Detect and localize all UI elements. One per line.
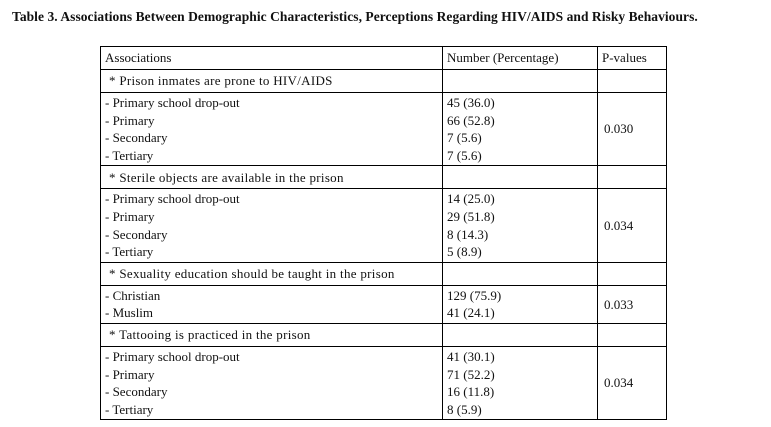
empty-cell — [598, 323, 667, 346]
category-list — [101, 189, 443, 262]
number-percentage: 45 (36.0) — [447, 95, 495, 110]
number-percentage: 8 (14.3) — [447, 226, 489, 242]
p-value: 0.033 — [598, 285, 667, 323]
table-body — [101, 70, 667, 420]
category-label: - Primary school drop-out — [105, 95, 240, 110]
section-title: * Sexuality education should be taught in the prison — [101, 262, 443, 285]
category-list — [101, 93, 443, 166]
number-percentage: 16 (11.8) — [447, 384, 495, 400]
category-label: - Christian — [105, 287, 161, 303]
number-percentage: 41 (24.1) — [447, 305, 495, 321]
category-label: - Primary school drop-out — [105, 348, 240, 364]
category-label: - Secondary — [105, 130, 168, 146]
number-percentage: 14 (25.0) — [447, 191, 495, 207]
section-row — [101, 323, 667, 346]
empty-cell — [443, 166, 598, 189]
section-title: * Tattooing is practiced in the prison — [101, 323, 443, 346]
category-list — [101, 346, 443, 419]
section-title: * Prison inmates are prone to HIV/AIDS — [101, 70, 443, 93]
header-number: Number (Percentage) — [443, 47, 598, 70]
category-label: - Secondary — [105, 384, 168, 400]
section-title: * Sterile objects are available in the prison — [101, 166, 443, 189]
table-row — [101, 189, 667, 262]
category-label: - Tertiary — [105, 244, 154, 260]
table-row — [101, 93, 667, 166]
number-percentage: 7 (5.6) — [447, 130, 482, 146]
empty-cell — [443, 70, 598, 93]
value-list — [443, 189, 598, 262]
p-value: 0.030 — [598, 93, 667, 166]
category-list — [101, 285, 443, 323]
number-percentage: 29 (51.8) — [447, 208, 495, 224]
empty-cell — [443, 262, 598, 285]
category-label: - Primary school drop-out — [105, 191, 240, 207]
category-label: - Muslim — [105, 305, 154, 321]
category-label: - Tertiary — [105, 401, 154, 417]
header-pvalues: P-values — [598, 47, 667, 70]
category-label: - Primary — [105, 366, 155, 382]
p-value: 0.034 — [598, 346, 667, 419]
empty-cell — [598, 262, 667, 285]
table-row — [101, 285, 667, 323]
number-percentage: 5 (8.9) — [447, 244, 482, 260]
table-caption: Table 3. Associations Between Demographic Characteristics, Perceptions Regarding HIV/AIDS and Risky Behaviours. — [12, 9, 698, 24]
category-label: - Tertiary — [105, 147, 154, 163]
associations-table — [100, 46, 667, 420]
category-label: - Primary — [105, 208, 155, 224]
empty-cell — [598, 70, 667, 93]
header-associations: Associations — [101, 47, 443, 70]
value-list — [443, 285, 598, 323]
number-percentage: 71 (52.2) — [447, 366, 495, 382]
number-percentage: 129 (75.9) — [447, 287, 502, 303]
number-percentage: 7 (5.6) — [447, 147, 482, 163]
value-list — [443, 93, 598, 166]
section-row — [101, 262, 667, 285]
value-list — [443, 346, 598, 419]
section-row — [101, 166, 667, 189]
section-row — [101, 70, 667, 93]
number-percentage: 66 (52.8) — [447, 112, 495, 128]
empty-cell — [443, 323, 598, 346]
category-label: - Secondary — [105, 226, 168, 242]
category-label: - Primary — [105, 112, 155, 128]
empty-cell — [598, 166, 667, 189]
p-value: 0.034 — [598, 189, 667, 262]
header-row — [101, 47, 667, 70]
number-percentage: 41 (30.1) — [447, 348, 495, 364]
number-percentage: 8 (5.9) — [447, 401, 482, 417]
table-row — [101, 346, 667, 419]
